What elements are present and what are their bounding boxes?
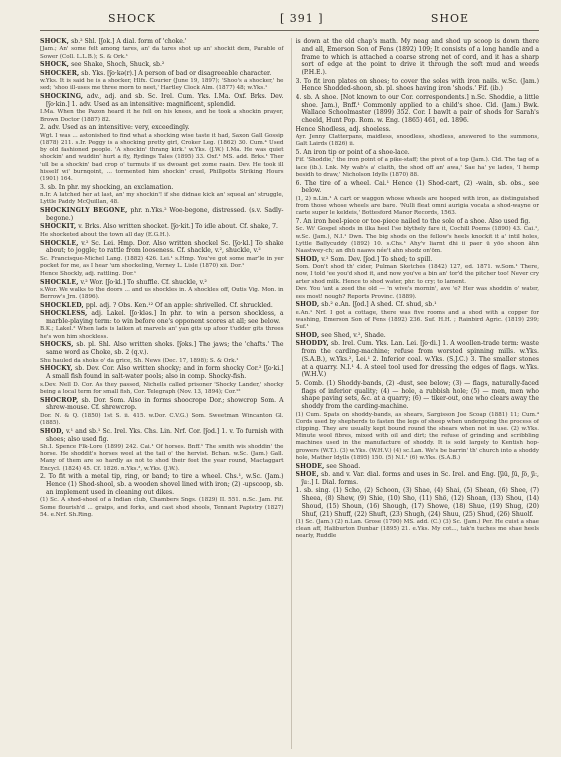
headword: SHOCKLE, — [40, 239, 79, 247]
entry-text: see Shake, Shoch, Shuck, sb.² — [71, 61, 165, 69]
entry-text: B.K.; Lakel.² When lads is laiken at marvels an' yan gits up afoor t'udder gits threes he's won him shockless. — [40, 326, 284, 340]
entry-text: Sc. Francisque-Michel Lang. (1882) 426. Lei.¹ s.Hmp. You've got some mar'le in yer pocket for me, as I hear 'um shockeling, Verney L. Lisle (1870) xii. Dor.¹ — [40, 255, 284, 269]
entry-citation — [40, 271, 284, 278]
entry-citation — [40, 287, 284, 301]
entry-text: Fif. 'Shoddie,' the iron point of a pike-staff; the pivot of a top (Jam.). Cld. The tag of a lace (ib.). Lnk. My wab's a' claith, the shod off an' awa,' Sae ha' ye lades, 'I hemp besidh to draw,' Nicholson Idylls (1870) 88. — [295, 157, 539, 178]
entry-text: He shocketed about the town all day (E.G.H.). — [40, 231, 171, 238]
headword: SHOCROP, — [40, 396, 79, 404]
entry-citation — [296, 310, 540, 332]
entry-text: 2. adv. Used as an intensitive: very, exceedingly. — [40, 124, 190, 132]
entry-sense — [40, 124, 284, 132]
entry-text: 3. To fit iron plates on shoes; to cover the soles with iron nails. w.Sc. (Jam.) Hence Shodded-shoon, sb. pl. shoes having iron 'shods.' Fif. (ib.) — [295, 77, 539, 93]
entry-text: Sh.I. Spence Flk-Lore (1899) 242. Cai.¹ Of horses. Bnff.¹ The smith wis shoddin' the horse. He shoddit's horses weel at the tail o' the hervist. Bchan. w.Sc. (Jam.) Gall. Many of them are so hardly as not to shod their feet the year round, Mactaggart Encycl. (1824) 45. Cf. 1826. n.Yks.³, w.Yks. (J.W.). — [40, 444, 284, 472]
dictionary-entry — [296, 301, 540, 309]
entry-text: sb.² Shl. [ʃok.] A dial. form of 'choke.' — [71, 38, 187, 45]
entry-citation — [296, 264, 540, 286]
headword: SHOCKY, — [40, 365, 73, 373]
page-header — [40, 10, 539, 31]
entry-text: 5. Comb. (1) Shoddy-bands, (2) -dust, see below; (3) — flags, naturally-faced flags of inferior quality; (4) — hole, a rubbish hole; (5) — men, men who shape paving sets, &c. at a quarry; (6) — tiker-out, one who clears away the shoddy from the carding-machine. — [295, 379, 539, 411]
dictionary-entry — [296, 332, 540, 340]
entry-citation — [40, 413, 284, 427]
two-column-body — [40, 38, 539, 749]
right-column — [296, 38, 540, 749]
entry-text: 5. An iron tip or point of a shoe-lace. — [295, 148, 410, 156]
entry-citation — [296, 286, 540, 300]
dictionary-entry — [40, 93, 284, 109]
dictionary-entry — [40, 397, 284, 413]
entry-citation — [40, 133, 284, 183]
entry-sense — [296, 94, 540, 125]
dictionary-entry — [40, 302, 284, 310]
headword: SHODE, — [295, 462, 325, 470]
entry-text: 3. sb. In phr. my shocking, an exclamation. — [40, 183, 174, 191]
entry-text: n.Ir. A latched her at last, an' my shockin'! if she didnae kick an' squeal an' struggle, Lyttle Paddy McQuillan, 48. — [40, 192, 284, 206]
entry-citation — [296, 226, 540, 255]
entry-text: I.Ma. When the Pazon heard it he fell on his knees, and he took a shockin prayer, Brown Doctor (1887) 82. — [40, 109, 284, 123]
entry-text: Hence Shockly, adj. rattling. Dor.¹ — [40, 270, 137, 277]
entry-text: v.¹ and sb.¹ Sc. Irel. Yks. Chs. Lin. Nrf. Cor. [ʃod.] 1. v. To furnish with shoes; also used fig. — [46, 427, 284, 443]
entry-text: 4. sb. A shoe. [Not known to our Cor. correspondents.] n.Sc. Shoddie, a little shoe. Jam.), Bnff.¹ Commonly applied to a child's shoe. Cld. (Jam.) Bwk. Wallace Schoolmaster (1899) 352. Cor. I bawlt a pair of shods for Sarah's cheeld, Hunt Pop. Rom. w. Eng. (1865) 461, ed. 1896. — [295, 93, 539, 125]
entry-text: Ayr. Jenny Clatterpans, maidless, snoodless, shodless, answered to the summons, Galt Lairds (1826) ii. — [295, 133, 539, 148]
header-left-guideword: SHOCK — [108, 12, 156, 25]
entry-text: see Shoad. — [326, 462, 361, 470]
entry-citation — [296, 134, 540, 148]
entry-citation — [40, 256, 284, 270]
headword: SHOD, — [40, 427, 64, 435]
entry-text: v. Brks. Also written shocket. [ʃo·kit.] To idle about. Cf. shake, 7. — [78, 223, 278, 231]
dictionary-entry — [296, 340, 540, 379]
headword: SHOD, — [295, 301, 320, 309]
entry-citation — [296, 519, 540, 541]
entry-citation — [296, 157, 540, 179]
headword: SHODDY, — [295, 340, 329, 348]
entry-sense — [296, 126, 540, 134]
entry-sense — [296, 380, 540, 411]
entry-citation — [296, 412, 540, 462]
entry-citation — [40, 326, 284, 340]
left-column — [40, 38, 284, 749]
entry-citation — [40, 192, 284, 206]
entry-text: s.Wor. We walks to the doors ... and us shockles in. A shockles off, Outis Vig. Mon. in Berrow's Jrn. (1896). — [40, 286, 284, 301]
entry-text: Hence Shodless, adj. shoeless. — [295, 125, 391, 133]
entry-text: adj. Lakel. [ʃo·kləs.] In phr. to win a person shockless, a marble-playing term: to win before one's opponent scores at all; see below. — [46, 310, 284, 326]
dictionary-entry — [296, 463, 540, 471]
entry-text: 7. An iron heel-piece or toe-piece nailed to the sole of a shoe. Also used fig. — [295, 217, 531, 225]
dictionary-entry — [40, 223, 284, 231]
entry-text: see Shed, v.², Shade. — [321, 331, 386, 339]
dictionary-entry — [296, 256, 540, 264]
entry-text: sb. Dor. Som. Also in forms shoocrope Dor.; showcrop Som. A shrew-mouse. Cf. shrewcrop. — [46, 396, 284, 412]
entry-citation — [40, 382, 284, 396]
dictionary-entry — [40, 61, 284, 69]
headword: SHOCK, — [40, 38, 70, 45]
entry-sense — [40, 184, 284, 192]
entry-text: w.Yks. It is said he is a shocker, Hlfx. Courier (June 19, 1897); 'Shoo's a shocker,' he sed; 'shoo ill-uses me three morn to neet,' Hartley Clock Alm. (1877) 48; w.Yks.¹ — [40, 78, 284, 92]
dictionary-entry — [40, 279, 284, 287]
entry-text: Sc. Wi' Gospel shods in ilka heel I'se blythely fare it, Cochill Poems (1890) 43. Cai.¹, w.Sc. (Jam.), N.I.¹ Dwn. The big shods on the fellow's heels knockit it a' intil holes, Lyttle Ballycuddy (1892) 10. s.Chs.¹ Ahy'v liarnt dhi ii paer ü yöo shoon ähn Naastwey-ch; an dhü naaws née't ahn shodz on'öm. — [295, 226, 539, 254]
headword: SHOCKLE, — [40, 278, 79, 286]
entry-text: (1) Sc. A shod-shool of a Indian club, Chambers Sngs. (1829) II. 551. n.Sc. Jam. Fif. Some flourish'd ... graips, and forks, and cast shod shools, Tennant Papistry (1827) 54. e.Nrf. Sh.Ring. — [40, 497, 284, 518]
entry-citation — [40, 444, 284, 473]
entry-sense — [296, 149, 540, 157]
entry-citation — [40, 78, 284, 92]
dictionary-entry — [40, 38, 284, 46]
entry-sense — [296, 180, 540, 196]
entry-text: sb. pl. Shl. Also written shoks. [ʃoks.] The jaws; the 'chafts.' The same word as Choke, sb. 2 (q.v.). — [46, 341, 284, 357]
headword: SHOD, — [295, 255, 320, 263]
entry-text: Dor. N. & Q. (1850) 1st S. ii. 415. w.Dor. C.V.G.) Som. Sweetman Wincanton Gl. (1885). — [40, 412, 284, 427]
entry-text: s.Dev. Nell D. Cor. As they passed, Nichells called prisoner 'Shocky Lander,' shocky being a local term for small fish, Cor. Telegraph (Nov. 13, 1894); Cor.¹² — [40, 381, 284, 395]
entry-text: sb. Dev. Cor. Also written shocky; and in form shocky Cor.² [ʃo·ki.] A small fish found in salt-water pools; also in comp. Shocky-fish. — [46, 365, 284, 381]
dictionary-entry — [40, 428, 284, 444]
entry-citation — [296, 196, 540, 218]
entry-text: sb. and v. Var. dial. forms and uses in Sc. Irel. and Eng. [ʃiū, ʃū, ʃö, ʃiː, ʃuː.] I. Dial. forms. — [301, 471, 539, 486]
headword: SHOCKING, — [40, 93, 84, 101]
entry-text: v.² Som. Dev. [ʃod.] To shed; to spill. — [321, 255, 433, 263]
headword: SHOCKINGLY BEGONE, — [40, 207, 128, 215]
header-right-guideword: SHOE — [430, 12, 469, 25]
entry-text: Wgt. I was ... astonished to find what a shocking wise taste it had, Saxon Gall Gossip (1878) 211. s.Ir. Peggy is a shocking pretty girl, Croker Leg. (1862) 30. Cum.⁴ Used by old fashioned people. 'A shockin' thrang kirk.' w.Yks. (J.W.) I.Ma. He was quiet shockin' and wuddin' hurt a fly, Rydings Tales (1895) 33. Oxf.¹ MS. add. Brks.¹ Ther 'ull be a shockin' bad crop o' turmuts if us dwoant get zome raain. Dev. He took ill hisself wi' burnqoint, ... tormented him shockin' cruel, Phillpotts Striking Hours (1901) 164. — [40, 132, 284, 182]
dictionary-entry — [40, 365, 284, 381]
page-number: [ 391 ] — [280, 12, 324, 25]
headword: SHOCKER, — [40, 69, 80, 77]
entry-sense — [296, 218, 540, 226]
entry-sense — [296, 78, 540, 94]
entry-sense — [296, 38, 540, 77]
dictionary-entry — [40, 341, 284, 357]
entry-text: 1. sb. sing. (1) Scho, (2) Schoon, (3) Shae, (4) Shai, (5) Shean, (6) Shee, (7) Sheea, (8) Shew, (9) Shie, (10) Sho, (11) Shö, (12) Shoan, (13) Shou, (14) Shoud, (15) Shoun, (16) Shough, (17) Showe, (18) Shue, (19) Shug, (20) Shuf, (21) Shuff, (22) Shuft, (23) Shugh, (24) Shuu, (25) Shud, (26) Shuolf. — [295, 487, 539, 518]
entry-citation — [40, 109, 284, 123]
entry-text: sb. Yks. [ʃo·kə(r).] A person of bad or disagreeable character. — [81, 69, 272, 77]
entry-text: [Jam.; An' some felt among tares, an' da tares shot up an' shockit dem, Parable of Sower (Coll. L.L.B.); S. & Ork.¹ — [40, 46, 284, 60]
entry-sense — [40, 473, 284, 496]
dictionary-entry — [40, 240, 284, 256]
entry-text: e.An.¹ Nrf. I got a cottage, there was five rooms and a shod with a copper for washing, Emerson Son of Fens (1892) 236. Suf. H.H. ; Rainbird Agric. (1819) 299; Suf.¹ — [295, 309, 539, 331]
entry-text: phr. n.Yks.² Woe-begone, distressed. (s.v. Sadly-begone.) — [46, 207, 284, 222]
headword: SHOCKS, — [40, 341, 74, 349]
entry-text: Som. Don't shod th' cider, Pulman Sketches (1842) 127, ed. 1871. w.Som.¹ There, now, I told 'ee you'd shod it, and now you've a bin an' tor'd the pitcher too! Never cry arter shod milk. Hence to shod water, phr. to cry; to lament. — [295, 264, 539, 285]
entry-text: 6. The tire of a wheel. Cai.¹ Hence (1) Shod-cart, (2) -wain, sb. obs., see below. — [295, 179, 539, 195]
entry-text: v.² Sc. Lei. Hmp. Dor. Also written shockel Sc. [ʃo·kl.] To shake about; to joggle; to rattle from looseness. Cf. shackle, v.², shuckle, v.² — [46, 239, 284, 255]
entry-citation — [40, 497, 284, 519]
entry-text: adv., adj. and sb. Sc. Irel. Cum. Yks. I.Ma. Oxf. Brks. Dev. [ʃo·kin.] 1. adv. Used as an intensitive: magnificent, splendid. — [46, 93, 284, 108]
dictionary-entry — [40, 310, 284, 326]
headword: SHOCK, — [40, 61, 70, 69]
entry-text: (1, 2) n.Lin.¹ A cart or waggon whose wheels are hooped with iron, as distinguished from those whose wheels are bare. 'Nulli fleat omni aurigia vocata a shod-wayne or carte super le keldeis,' Bottesford Manor Records, 1563. — [295, 195, 539, 217]
dictionary-entry — [40, 70, 284, 78]
headword: SHOD, — [295, 331, 320, 339]
entry-citation — [40, 358, 284, 365]
entry-text: is down at the old chap's math. My neag and shod up scoop is down there and all, Emerson Son of Fens (1892) 109; It consists of a long handle and a frame to which is attached a coarse strong net of cord, and it has a sharp sort of edge at the point to drive it through the soft mud and weeds (P.H.E.). — [295, 38, 539, 77]
entry-text: (1) Sc. (Jam.) (2) n.Lan. Grose (1790) MS. add. (C.) (3) Sc. (Jam.) Per. He cuist a shae clean aff, Haliburton Dunbar (1895) 21. e.Yks. My cot..., tak'n tuches me shae heels nearly, Ruddle — [295, 519, 539, 540]
headword: SHOCKLESS, — [40, 310, 88, 318]
entry-text: Shu hauled da shoks o' da grice, Sh. News (Dec. 17, 1898); S. & Ork.¹ — [40, 357, 239, 364]
entry-text: sb. Irel. Cum. Yks. Lan. Lei. [ʃo·di.] 1. A woollen-trade term: waste from the carding-machine; refuse from worsted spinning mills. w.Yks. (S.A.B.), w.Yks.², Lei.¹ 2. Inferior coal. w.Yks. (S.J.C.) 3. The smaller stones at a quarry. N.I.¹ 4. A steel tool used for dressing the edges of flags. w.Yks. (W.H.V.) — [301, 340, 539, 379]
headword: SHOCKIT, — [40, 223, 77, 231]
entry-text: v.² Wor. [ʃo·kl.] To shuffle. Cf. shuckle, v.² — [80, 278, 207, 286]
dictionary-entry — [296, 471, 540, 487]
entry-citation — [40, 232, 284, 239]
headword: SHOE, — [295, 471, 319, 479]
entry-text: Dev. You 'ant a zeed the old — 'n wive's mornin', ave 'e? Her was shoddin o' water, ees most! nough? Reports Provinc. (1889). — [295, 286, 539, 300]
headword: SHOCKLED, — [40, 301, 84, 309]
entry-text: (1) Cum. Spats on shoddy-bands, as shears, Sargisson Joe Scoap (1881) 11; Cum.⁴ Cords used by shepherds to fasten the legs of sheep when undergoing the process of clipping. They are usually kept bound round the shears when not in use. (2) w.Yks. Minute wool fibres, mixed with oil and dirt; the refuse of grinding and scribbling machines used in the manufacture of shoddy. It is sold largely to Kentish hop-growers (W.T.). (3) w.Yks. (W.H.V.) (4) sc.Lan. We's be barrin' th' church into a shoddy hole, Mather Idylls (1895) 150. (5) N.I.¹ (6) w.Yks. (S.A.B.) — [295, 411, 539, 461]
entry-text: sb.² e.An. [ʃod.] A shed. Cf. shud, sb.¹ — [321, 301, 437, 309]
entry-citation — [40, 46, 284, 60]
entry-text: ppl. adj. ? Obs. Ken.¹² Of an apple: shrivelled. Cf. shruckled. — [85, 301, 273, 309]
dictionary-entry — [40, 207, 284, 223]
entry-text: 2. To fit with a metal tip, ring, or band; to tire a wheel. Chs.¹, w.Sc. (Jam.) Hence (1) Shod-shool, sb. a wooden shovel lined with iron; (2) -upscoop, sb. an implement used in cleaning out dikes. — [40, 473, 284, 497]
entry-sense — [296, 487, 540, 518]
